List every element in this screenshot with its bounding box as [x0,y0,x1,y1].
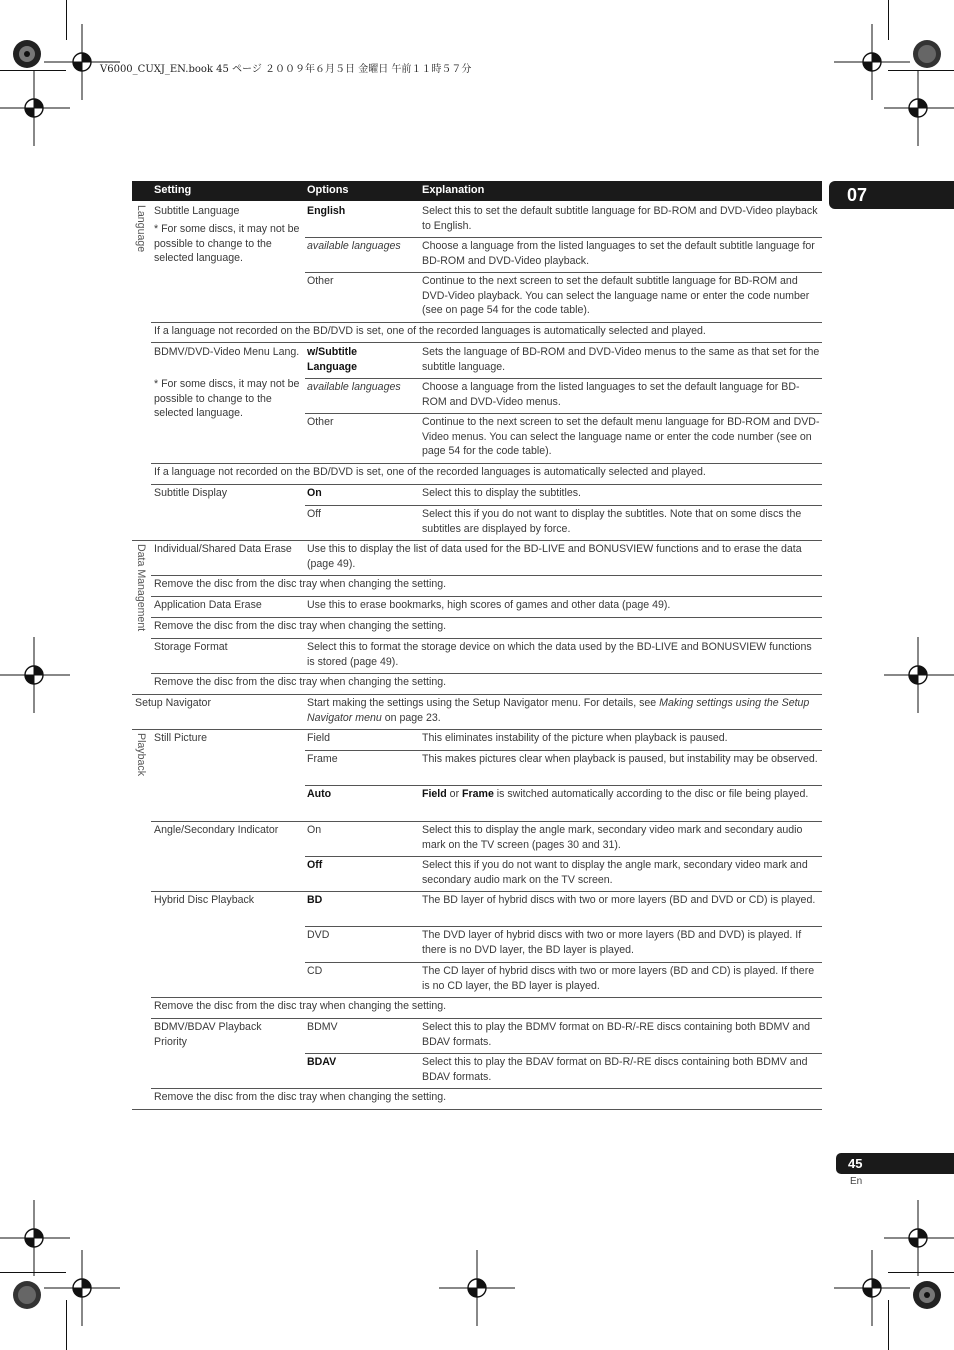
rule [151,617,822,618]
option-explanation: Select this to play the BDMV format on BD-R/-RE discs containing both BDMV and BDAV formats. [422,1021,811,1048]
option-explanation: Select this to display the subtitles. [422,487,581,499]
setting-explanation: Use this to display the list of data used for the BD-LIVE and BONUSVIEW functions and to erase the data (page 49). [307,543,802,570]
note-row: Remove the disc from the disc tray when changing the setting. [154,620,447,632]
setting-name: Subtitle Display [154,487,228,499]
section-label-language: Language [135,205,147,253]
option-value: Other [307,275,334,287]
rule [151,1088,822,1089]
note-row: Remove the disc from the disc tray when changing the setting. [154,676,447,688]
sunburst-mark-icon [12,39,42,69]
rule [305,750,822,751]
rule [151,575,822,576]
note-row: Remove the disc from the disc tray when changing the setting. [154,1091,447,1103]
rule [305,1053,822,1054]
rule [151,821,822,822]
option-explanation: Choose a language from the listed languages to set the default subtitle language for BD-ROM and DVD-Video playback. [422,240,815,267]
crop-line [66,1300,67,1350]
rule [305,962,822,963]
option-value: Frame [307,753,338,765]
option-value: English [307,205,346,217]
option-explanation: Select this to display the angle mark, secondary video mark and secondary audio mark on the TV screen (pages 30 and 31). [422,824,803,851]
setting-name: Hybrid Disc Playback [154,894,255,906]
rule [132,540,822,541]
registration-mark-icon [880,70,954,146]
table-header [132,181,822,201]
registration-mark-icon [0,70,76,146]
crop-line [888,1272,954,1273]
option-value: On [307,824,322,836]
registration-mark-icon [44,1250,120,1326]
setting-explanation: Start making the settings using the Setup Navigator menu. For details, see Making settings using the Setup Navigator menu on page 23. [307,697,810,724]
rule [132,694,822,695]
rule [132,1109,822,1110]
registration-mark-icon [0,637,76,713]
option-explanation: This makes pictures clear when playback is paused, but instability may be observed. [422,753,818,765]
rule [151,638,822,639]
section-label-data-management: Data Management [135,544,147,632]
setting-name: Application Data Erase [154,599,262,611]
sunburst-mark-icon [912,39,942,69]
setting-name: Individual/Shared Data Erase [154,543,292,555]
option-explanation: This eliminates instability of the picture when playback is paused. [422,732,728,744]
sunburst-mark-icon [12,1280,42,1310]
rule [305,272,822,273]
registration-mark-icon [834,1250,910,1326]
page-number: 45 [836,1153,954,1174]
option-explanation: Field or Frame is switched automatically according to the disc or file being played. [422,788,809,800]
rule [151,463,822,464]
sunburst-mark-icon [912,1280,942,1310]
option-value: BDAV [307,1056,337,1068]
option-explanation: Sets the language of BD-ROM and DVD-Video menus to the same as that set for the subtitle language. [422,346,820,373]
crop-line [888,0,889,40]
option-value: available languages [307,381,401,393]
note-row: Remove the disc from the disc tray when changing the setting. [154,1000,447,1012]
option-value: available languages [307,240,401,252]
note-row: Remove the disc from the disc tray when changing the setting. [154,578,447,590]
rule [151,1018,822,1019]
file-info-header: V6000_CUXJ_EN.book 45 ページ ２００９年６月５日 金曜日 午前１１時５７分 [100,64,472,75]
option-value: BDMV [307,1021,338,1033]
rule [151,322,822,323]
option-explanation: Choose a language from the listed languages to set the default language for BD-ROM and DVD-Video menus. [422,381,800,408]
setting-name: Setup Navigator [135,697,211,709]
rule [132,729,822,730]
option-value: Off [307,859,323,871]
option-value: Off [307,508,321,520]
rule [151,673,822,674]
crop-line [66,0,67,40]
page-language: En [850,1176,863,1187]
header-setting: Setting [154,184,192,196]
section-label-playback: Playback [135,733,147,776]
setting-explanation: Select this to format the storage device on which the data used by the BD-LIVE and BONUSVIEW functions is stored (page 49). [307,641,812,668]
option-explanation: Select this to play the BDAV format on BD-R/-RE discs containing both BDMV and BDAV formats. [422,1056,808,1083]
option-explanation: Select this if you do not want to display the angle mark, secondary video mark and secondary audio mark on the TV screen. [422,859,808,886]
crop-line [888,70,954,71]
option-value: w/Subtitle Language [307,346,358,373]
setting-note: * For some discs, it may not be possible to change to the selected language. [154,378,300,419]
note-row: If a language not recorded on the BD/DVD is set, one of the recorded languages is automatically selected and played. [154,466,706,478]
option-explanation: The CD layer of hybrid discs with two or more layers (BD and CD) is played. If there is no CD layer, the BD layer is played. [422,965,815,992]
rule [305,378,822,379]
option-value: On [307,487,322,499]
option-value: Other [307,416,334,428]
option-explanation: The DVD layer of hybrid discs with two or more layers (BD and DVD) is played. If there is no DVD layer, the BD layer is played. [422,929,802,956]
rule [151,596,822,597]
setting-name: Storage Format [154,641,228,653]
header-explanation: Explanation [422,184,485,196]
option-explanation: Continue to the next screen to set the default subtitle language for BD-ROM and DVD-Video playback. You can select the language name or enter the code number (see on page 54 for the code table). [422,275,810,316]
setting-name: Angle/Secondary Indicator [154,824,279,836]
header-options: Options [307,184,349,196]
rule [305,505,822,506]
rule [305,856,822,857]
rule [151,891,822,892]
note-row: If a language not recorded on the BD/DVD is set, one of the recorded languages is automatically selected and played. [154,325,706,337]
registration-mark-icon [880,637,954,713]
setting-note: * For some discs, it may not be possible to change to the selected language. [154,223,300,264]
registration-mark-icon [439,1250,515,1326]
crop-line [0,1272,66,1273]
chapter-tab: 07 [829,181,954,209]
rule [151,997,822,998]
rule [305,237,822,238]
setting-explanation: Use this to erase bookmarks, high scores of games and other data (page 49). [307,599,671,611]
rule [305,785,822,786]
option-explanation: Continue to the next screen to set the default menu language for BD-ROM and DVD-Video menus. You can select the language name or enter the code number (see on page 54 for the code table). [422,416,820,457]
option-explanation: Select this to set the default subtitle language for BD-ROM and DVD-Video playback to English. [422,205,818,232]
crop-line [888,1300,889,1350]
option-explanation: The BD layer of hybrid discs with two or more layers (BD and DVD or CD) is played. [422,894,816,906]
setting-name: Still Picture [154,732,207,744]
option-value: DVD [307,929,330,941]
rule [305,413,822,414]
option-value: Auto [307,788,332,800]
option-value: CD [307,965,323,977]
rule [305,926,822,927]
setting-name: BDMV/DVD-Video Menu Lang. [154,346,300,358]
rule [151,484,822,485]
option-explanation: Select this if you do not want to display the subtitles. Note that on some discs the subtitles are displayed by force. [422,508,802,535]
setting-name: BDMV/BDAV Playback Priority [154,1021,262,1048]
setting-name: Subtitle Language [154,205,240,217]
option-value: BD [307,894,323,906]
crop-line [0,70,66,71]
option-value: Field [307,732,330,744]
rule [151,342,822,343]
